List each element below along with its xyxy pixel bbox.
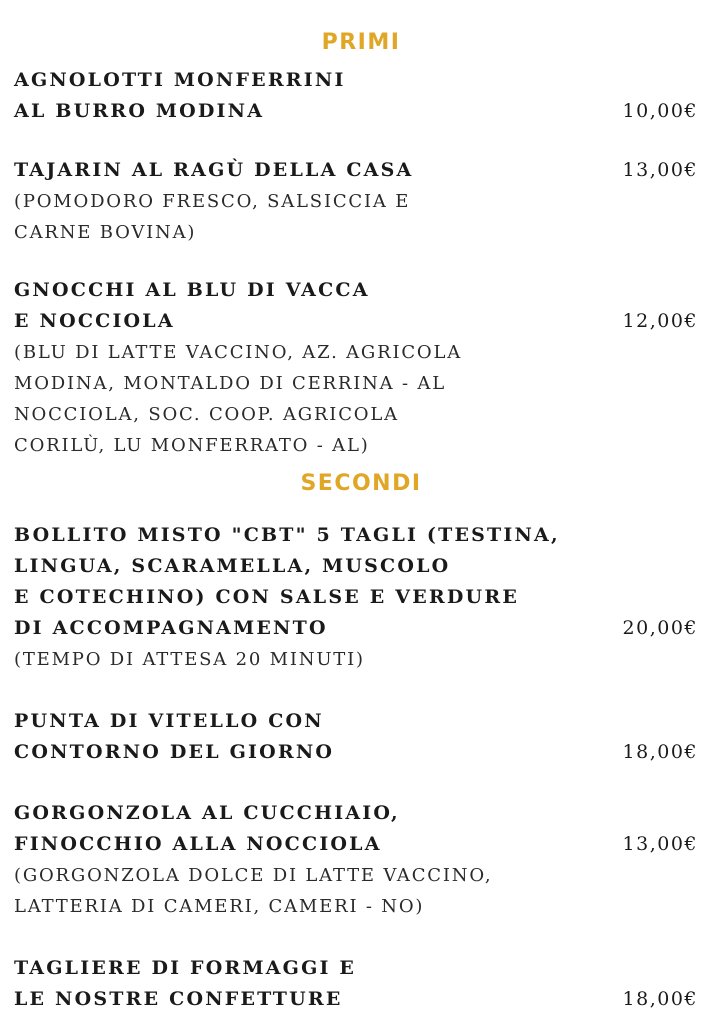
item-description-line: MODINA, MONTALDO DI CERRINA - AL bbox=[14, 373, 446, 394]
item-price: 20,00€ bbox=[622, 617, 698, 639]
item-description-line: (BLU DI LATTE VACCINO, AZ. AGRICOLA bbox=[14, 342, 463, 363]
item-description-line: (POMODORO FRESCO, SALSICCIA E bbox=[14, 191, 411, 212]
item-name-line: GNOCCHI AL BLU DI VACCA bbox=[14, 279, 370, 301]
item-price: 18,00€ bbox=[622, 988, 698, 1010]
item-name-line: LINGUA, SCARAMELLA, MUSCOLO bbox=[14, 555, 451, 577]
item-name-line: BOLLITO MISTO "CBT" 5 TAGLI (TESTINA, bbox=[14, 524, 560, 546]
item-description-line: CORILÙ, LU MONFERRATO - AL) bbox=[14, 435, 370, 456]
item-description-line: NOCCIOLA, SOC. COOP. AGRICOLA bbox=[14, 404, 399, 425]
item-name-line: TAGLIERE DI FORMAGGI E bbox=[14, 957, 357, 979]
item-description-line: (TEMPO DI ATTESA 20 MINUTI) bbox=[14, 649, 365, 670]
item-name-line: PUNTA DI VITELLO CON bbox=[14, 710, 324, 732]
menu-item-agnolotti bbox=[14, 65, 708, 127]
menu-item-tagliere bbox=[14, 953, 708, 1015]
item-name-line: E COTECHINO) CON SALSE E VERDURE bbox=[14, 586, 519, 608]
section-title-primi: PRIMI bbox=[321, 30, 401, 55]
item-description-line: CARNE BOVINA) bbox=[14, 222, 197, 243]
menu-item-gorgonzola bbox=[14, 798, 708, 922]
item-name-line: E NOCCIOLA bbox=[14, 310, 175, 332]
menu-item-bollito bbox=[14, 520, 708, 675]
item-name-line: TAJARIN AL RAGÙ DELLA CASA bbox=[14, 159, 414, 181]
menu-item-tajarin bbox=[14, 155, 708, 248]
item-price: 18,00€ bbox=[622, 741, 698, 763]
item-name-line: LE NOSTRE CONFETTURE bbox=[14, 988, 343, 1010]
item-name-line: GORGONZOLA AL CUCCHIAIO, bbox=[14, 802, 400, 824]
item-price: 13,00€ bbox=[622, 159, 698, 181]
section-title-secondi: SECONDI bbox=[300, 471, 422, 496]
item-price: 12,00€ bbox=[622, 310, 698, 332]
item-name-line: AGNOLOTTI MONFERRINI bbox=[14, 69, 346, 91]
item-price: 10,00€ bbox=[622, 100, 698, 122]
item-name-line: CONTORNO DEL GIORNO bbox=[14, 741, 335, 763]
menu-item-gnocchi bbox=[14, 275, 708, 461]
item-description-line: LATTERIA DI CAMERI, CAMERI - NO) bbox=[14, 896, 425, 917]
item-name-line: AL BURRO MODINA bbox=[14, 100, 265, 122]
item-description-line: (GORGONZOLA DOLCE DI LATTE VACCINO, bbox=[14, 865, 493, 886]
menu-item-punta-di-vitello bbox=[14, 706, 708, 768]
item-price: 13,00€ bbox=[622, 833, 698, 855]
item-name-line: FINOCCHIO ALLA NOCCIOLA bbox=[14, 833, 382, 855]
item-name-line: DI ACCOMPAGNAMENTO bbox=[14, 617, 328, 639]
